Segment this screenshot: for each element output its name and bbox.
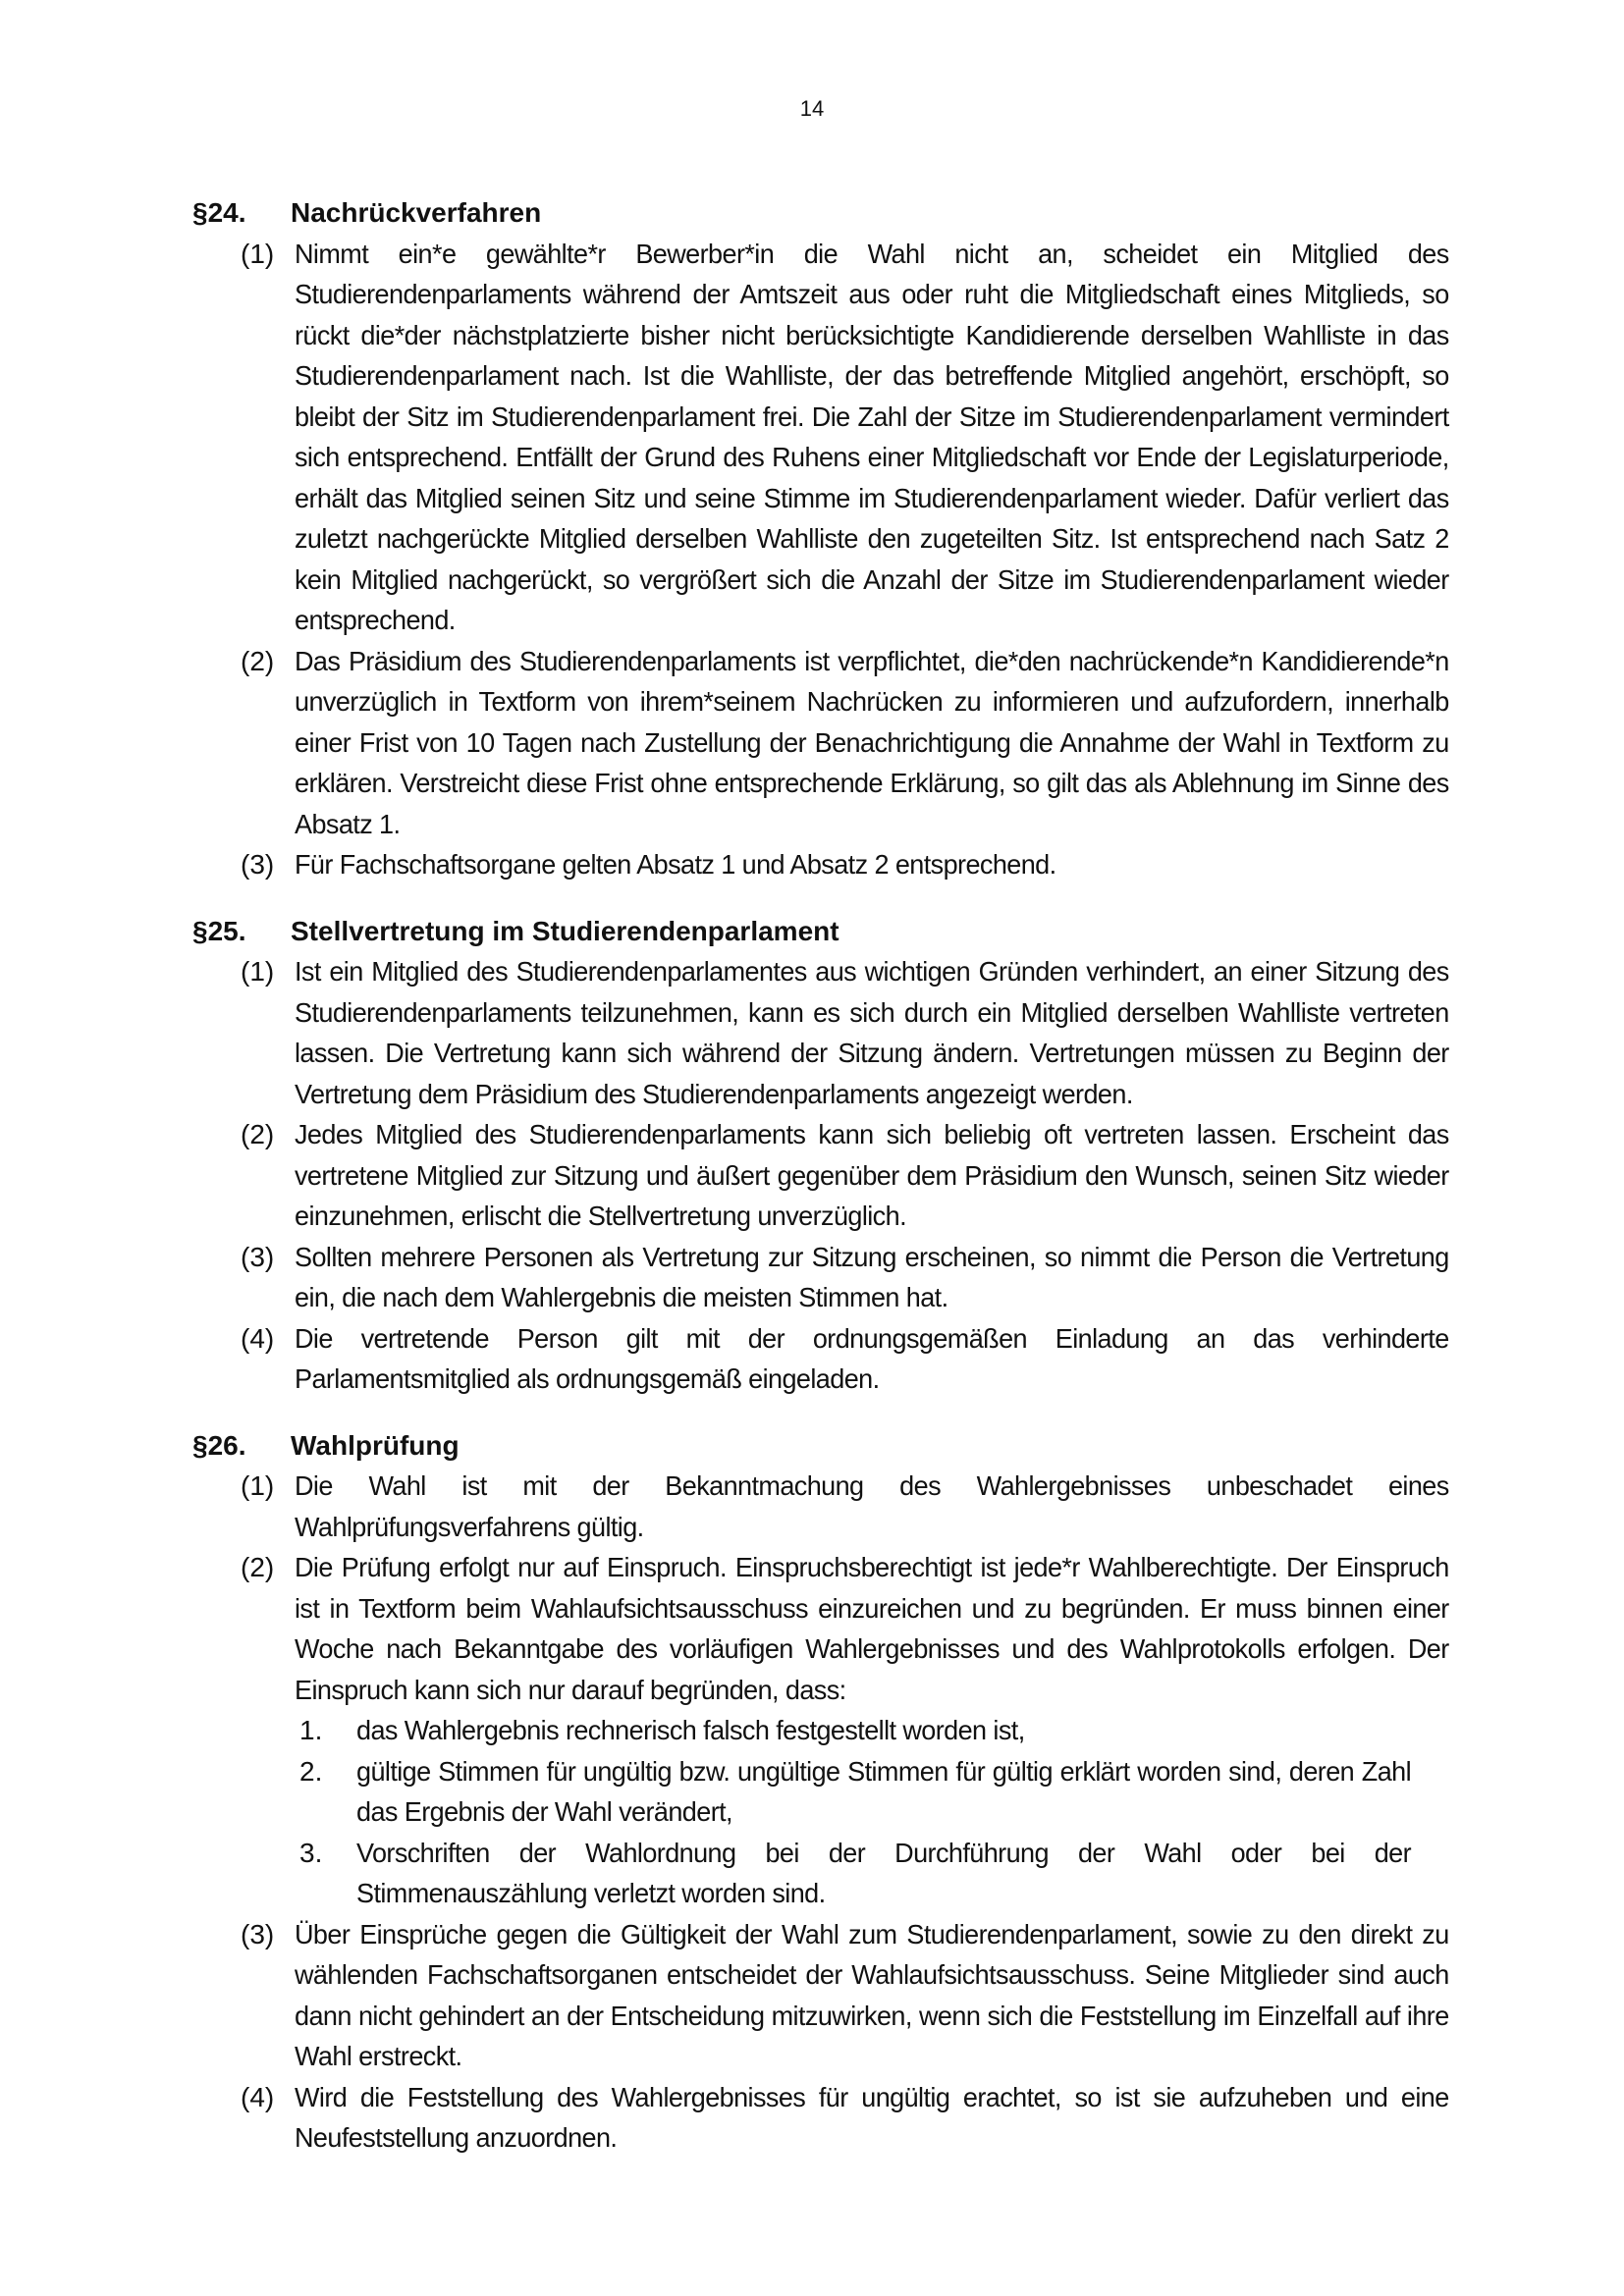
paragraph-text: Über Einsprüche gegen die Gültigkeit der Wahl zum Studierendenparlament, sowie zu den direkt zu wählenden Fachschaftsorganen entscheidet der Wahlaufsichtsausschuss. Seine Mitglieder sind auch dann nicht gehindert an der Entscheidung mitzuwirken, wenn sich die Feststellung im Einzelfall auf ihre Wahl erstreckt. (295, 1918, 1449, 2071)
section-heading (192, 192, 1449, 234)
section-heading (192, 1425, 1449, 1467)
paragraph (192, 1914, 1449, 2077)
paragraph-text: Ist ein Mitglied des Studierendenparlamentes aus wichtigen Gründen verhindert, an einer Sitzung des Studierendenparlaments teilzunehmen, kann es sich durch ein Mitglied derselben Wahlliste vertreten lassen. Die Vertretung kann sich während der Sitzung ändern. Vertretungen müssen zu Beginn der Vertretung dem Präsidium des Studierendenparlaments angezeigt werden. (295, 956, 1449, 1109)
paragraph-text: Die Prüfung erfolgt nur auf Einspruch. Einspruchsberechtigt ist jede*r Wahlberechtigte. Der Einspruch ist in Textform beim Wahlaufsichtsausschuss einzureichen und zu begründen. Er muss binnen einer Woche nach Bekanntgabe des vorläufigen Wahlergebnisses und des Wahlprotokolls erfolgen. Der Einspruch kann sich nur darauf begründen, dass: (295, 1552, 1449, 1705)
paragraph (192, 1237, 1449, 1318)
paragraph (192, 1318, 1449, 1400)
page-number: 14 (799, 96, 825, 121)
paragraph-number: (1) (241, 238, 275, 269)
paragraph-number: (4) (241, 2081, 275, 2112)
section-number: §26. (192, 1429, 246, 1461)
paragraph-number: (2) (241, 1552, 275, 1582)
paragraph-number: (1) (241, 956, 275, 987)
paragraph (192, 2077, 1449, 2159)
paragraph (192, 1466, 1449, 1547)
enumerated-list (295, 1710, 1449, 1914)
list-item (295, 1833, 1449, 1914)
paragraph-number: (1) (241, 1470, 275, 1501)
paragraph-number: (2) (241, 1119, 275, 1149)
paragraph-number: (3) (241, 849, 275, 880)
paragraph-text: Die Wahl ist mit der Bekanntmachung des Wahlergebnisses unbeschadet eines Wahlprüfungsverfahrens gültig. (295, 1470, 1449, 1542)
list-item-text: Vorschriften der Wahlordnung bei der Durchführung der Wahl oder bei der Stimmenauszählung verletzt worden sind. (356, 1837, 1412, 1908)
paragraph (192, 641, 1449, 845)
list-item (295, 1751, 1449, 1833)
paragraph (192, 844, 1449, 885)
paragraph-text: Wird die Feststellung des Wahlergebnisses für ungültig erachtet, so ist sie aufzuheben und eine Neufeststellung anzuordnen. (295, 2081, 1449, 2153)
list-item-text: gültige Stimmen für ungültig bzw. ungültige Stimmen für gültig erklärt worden sind, deren Zahl das Ergebnis der Wahl verändert, (356, 1755, 1412, 1827)
paragraph-text: Das Präsidium des Studierendenparlaments ist verpflichtet, die*den nachrückende*n Kandidierende*n unverzüglich in Textform von ihrem*seinem Nachrücken zu informieren und aufzufordern, innerhalb einer Frist von 10 Tagen nach Zustellung der Benachrichtigung die Annahme der Wahl in Textform zu erklären. Verstreicht diese Frist ohne entsprechende Erklärung, so gilt das als Ablehnung im Sinne des Absatz 1. (295, 645, 1449, 839)
paragraph-number: (4) (241, 1322, 275, 1354)
section-title: Nachrückverfahren (291, 197, 542, 228)
paragraph-text: Nimmt ein*e gewählte*r Bewerber*in die Wahl nicht an, scheidet ein Mitglied des Studierendenparlaments während der Amtszeit aus oder ruht die Mitgliedschaft eines Mitglieds, so rückt die*der nächstplatzierte bisher nicht berücksichtigte Kandidierende derselben Wahlliste in das Studierendenparlament nach. Ist die Wahlliste, der das betreffende Mitglied angehört, erschöpft, so bleibt der Sitz im Studierendenparlament frei. Die Zahl der Sitze im Studierendenparlament vermindert sich entsprechend. Entfällt der Grund des Ruhens einer Mitgliedschaft vor Ende der Legislaturperiode, erhält das Mitglied seinen Sitz und seine Stimme im Studierendenparlament wieder. Dafür verliert das zuletzt nachgerückte Mitglied derselben Wahlliste den zugeteilten Sitz. Ist entsprechend nach Satz 2 kein Mitglied nachgerückt, so vergrößert sich die Anzahl der Sitze im Studierendenparlament wieder entsprechend. (295, 238, 1449, 635)
paragraph (192, 1547, 1449, 1914)
section-25 (192, 911, 1449, 1400)
section-title: Stellvertretung im Studierendenparlament (291, 915, 839, 946)
section-title: Wahlprüfung (291, 1429, 460, 1461)
list-item-text: das Wahlergebnis rechnerisch falsch festgestellt worden ist, (356, 1715, 1025, 1745)
list-item (295, 1710, 1449, 1751)
section-26 (192, 1425, 1449, 2159)
paragraph (192, 234, 1449, 641)
paragraph (192, 1114, 1449, 1237)
section-heading (192, 911, 1449, 952)
list-item-number: 1. (299, 1715, 323, 1745)
paragraph-number: (3) (241, 1918, 275, 1949)
paragraph-text: Für Fachschaftsorgane gelten Absatz 1 und Absatz 2 entsprechend. (295, 849, 1056, 880)
section-number: §24. (192, 197, 246, 228)
paragraph-number: (2) (241, 645, 275, 676)
paragraph-text: Die vertretende Person gilt mit der ordnungsgemäßen Einladung an das verhinderte Parlamentsmitglied als ordnungsgemäß eingeladen. (295, 1322, 1449, 1394)
list-item-number: 2. (299, 1755, 323, 1787)
paragraph-text: Jedes Mitglied des Studierendenparlaments kann sich beliebig oft vertreten lassen. Erscheint das vertretene Mitglied zur Sitzung und äußert gegenüber dem Präsidium den Wunsch, seinen Sitz wieder einzunehmen, erlischt die Stellvertretung unverzüglich. (295, 1119, 1449, 1231)
paragraph-text: Sollten mehrere Personen als Vertretung zur Sitzung erscheinen, so nimmt die Person die Vertretung ein, die nach dem Wahlergebnis die meisten Stimmen hat. (295, 1241, 1449, 1312)
paragraph-number: (3) (241, 1241, 275, 1272)
paragraph (192, 951, 1449, 1114)
list-item-number: 3. (299, 1837, 323, 1868)
document-body (192, 192, 1449, 2184)
section-number: §25. (192, 915, 246, 946)
section-24 (192, 192, 1449, 885)
